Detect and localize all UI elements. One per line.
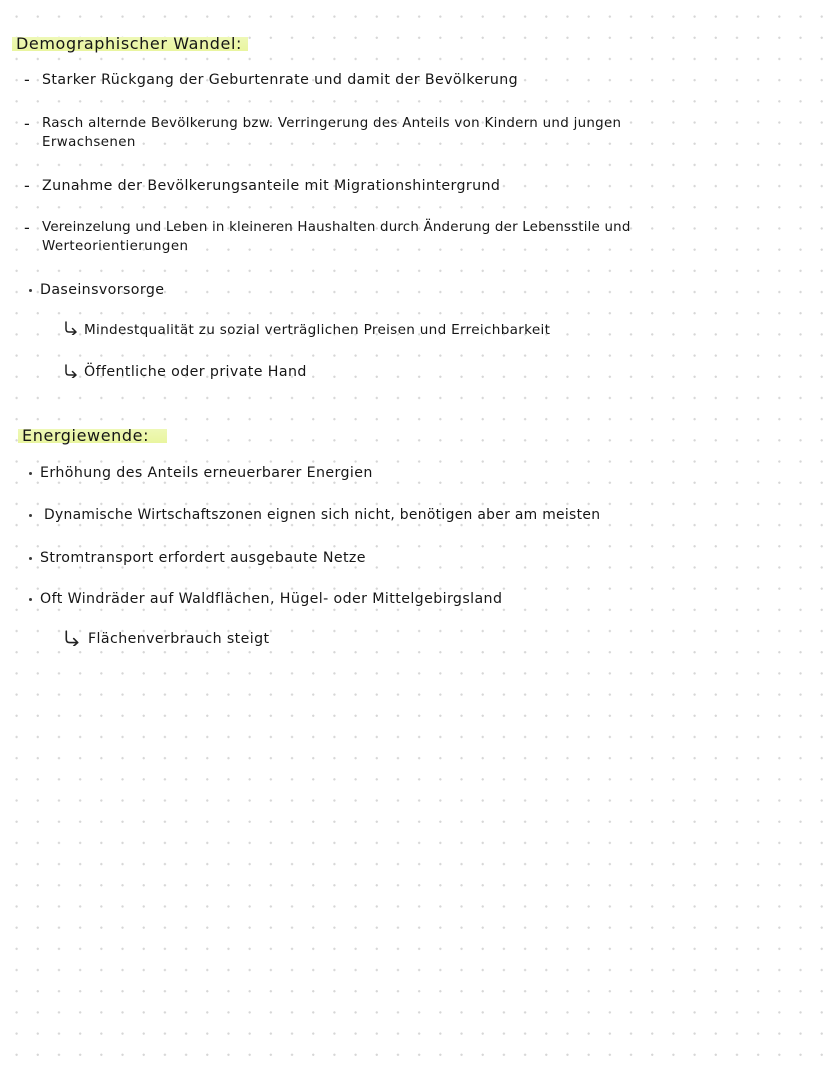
list-item-wirtschaftszonen: Dynamische Wirtschaftszonen eignen sich nicht, benötigen aber am meisten (44, 507, 601, 523)
bullet-dash: - (24, 176, 30, 195)
arrow-return-icon (64, 364, 78, 378)
list-item-daseinsvorsorge: Daseinsvorsorge (40, 282, 165, 298)
section-heading-energiewende: Energiewende: (18, 425, 167, 447)
list-item-migrationshintergrund: Zunahme der Bevölkerungsanteile mit Migrationshintergrund (42, 178, 501, 194)
bullet-dash: - (24, 218, 30, 237)
bullet-dot (29, 557, 32, 560)
bullet-dot (29, 289, 32, 292)
list-item-vereinzelung: Vereinzelung und Leben in kleineren Haushalten durch Änderung der Lebensstile und (42, 220, 631, 235)
bullet-dot (29, 514, 32, 517)
sub-item-oeffentliche-private-hand: Öffentliche oder private Hand (84, 364, 307, 380)
section-heading-demographischer-wandel: Demographischer Wandel: (12, 33, 248, 55)
bullet-dash: - (24, 70, 30, 89)
list-item-alternde-bevoelkerung-continued: Erwachsenen (42, 135, 136, 150)
list-item-erneuerbare-energien: Erhöhung des Anteils erneuerbarer Energien (40, 465, 373, 481)
bullet-dot (29, 598, 32, 601)
list-item-stromtransport: Stromtransport erfordert ausgebaute Netze (40, 550, 366, 566)
bullet-dot (29, 472, 32, 475)
sub-item-mindestqualitaet: Mindestqualität zu sozial verträglichen Preisen und Erreichbarkeit (84, 322, 551, 338)
list-item-alternde-bevoelkerung: Rasch alternde Bevölkerung bzw. Verringerung des Anteils von Kindern und jungen (42, 116, 622, 131)
bullet-dash: - (24, 114, 30, 133)
list-item-vereinzelung-continued: Werteorientierungen (42, 239, 189, 254)
arrow-return-icon (64, 630, 78, 644)
sub-item-flaechenverbrauch: Flächenverbrauch steigt (88, 631, 270, 647)
arrow-return-icon (64, 321, 78, 335)
list-item-geburtenrate: Starker Rückgang der Geburtenrate und damit der Bevölkerung (42, 72, 519, 88)
list-item-windraeder: Oft Windräder auf Waldflächen, Hügel- oder Mittelgebirgsland (40, 591, 503, 607)
